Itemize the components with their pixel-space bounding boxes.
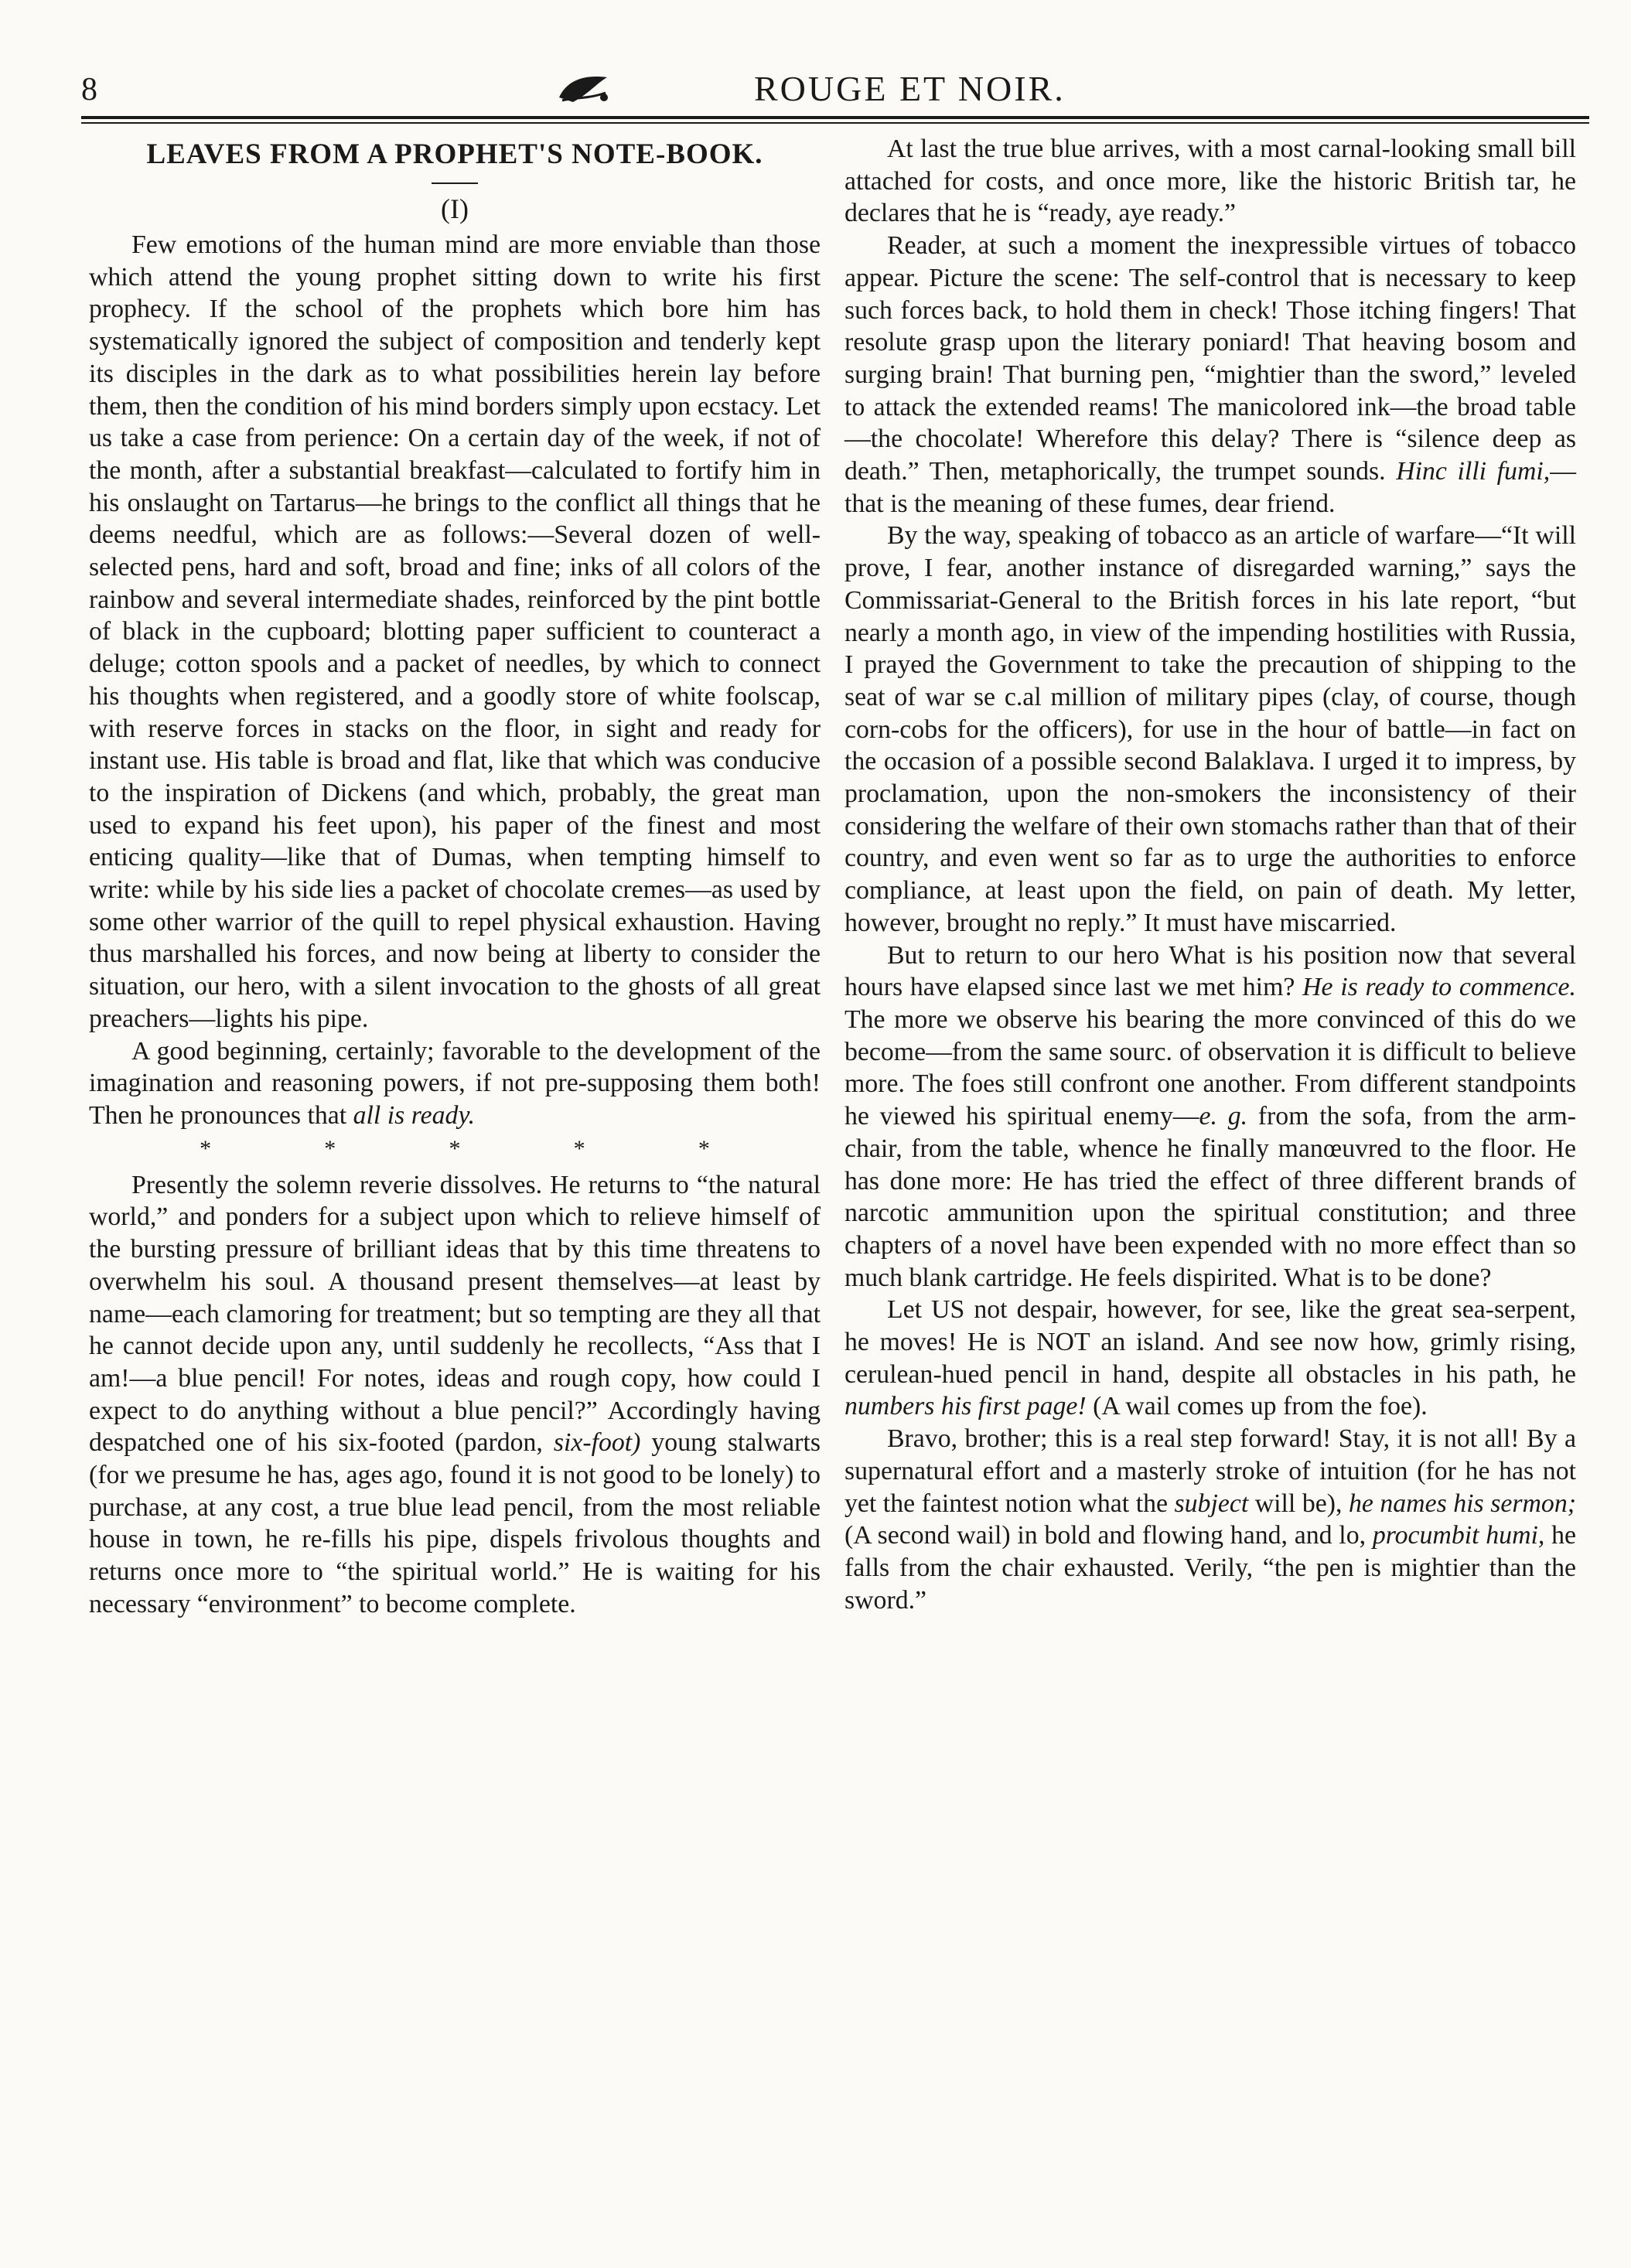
asterism: * (573, 1135, 585, 1161)
paragraph-text: —that is the meaning of these fumes, dear friend. (845, 457, 1576, 518)
smallcaps-word: US (931, 1295, 965, 1325)
section-break (89, 1132, 821, 1169)
page-number: 8 (81, 72, 97, 107)
paragraph-text: A good beginning, certainly; favorable to the development of the imagination and reasoning powers, if not pre-supposing them both! Then he pronounces that (89, 1036, 821, 1130)
paragraph-text: Presently the solemn reverie dissolves. He returns to “the natural world,” and ponders for a subject upon which to relieve himself of the bursting pressure of brilliant ideas that by this time threatens to overwhelm his soul. A thousand present themselves—at least by name—each clamoring for treatment; but so tempting are they all that he cannot decide upon any, until suddenly he recollects, “Ass that I am!—a blue pencil! For notes, ideas and rough copy, how could I expect to do anything without a blue pencil?” Accordingly having despatched one of his six-footed (pardon, (89, 1170, 821, 1458)
paragraph-text: But to return to our hero What is his position now that several hours have elapsed since last we met him? (845, 940, 1576, 1002)
paragraph (89, 1169, 821, 1621)
italic-phrase: Hinc illi fumi, (1396, 457, 1551, 486)
title-rule (432, 182, 478, 184)
paragraph-text: (A second wail) in bold and flowing hand, and lo, (845, 1521, 1367, 1550)
paragraph-text: from the sofa, from the arm-chair, from the table, whence he finally manœuvred to the floor. He has done more: He has tried the effect of three different brands of narcotic ammunition upon the spiritual constitution; and three chapters of a novel have been expended with no more effect than so much blank cartridge. He feels dispirited. What is to be done? (845, 1102, 1576, 1292)
paragraph (845, 1423, 1576, 1616)
paragraph-text: he falls from the chair exhausted. Verily, “the pen is mightier than the sword.” (845, 1521, 1577, 1615)
paragraph: At last the true blue arrives, with a most carnal-looking small bill attached for costs, and once more, like the historic British tar, he declares that he is “ready, aye ready.” (845, 135, 1576, 228)
paragraph-text: The more we observe his bearing the more convinced of this do we become—from the same sourc. of observation it is difficult to believe more. The foes still confront one another. From different standpoints he viewed his spiritual enemy— (845, 1004, 1576, 1131)
italic-phrase: subject (1174, 1489, 1249, 1518)
asterism: * (449, 1135, 461, 1161)
left-column (89, 133, 821, 1621)
header-rule-thick (81, 116, 1589, 119)
paragraph-text: young stalwarts (for we presume he has, ages ago, found it is not good to be lonely) to purchase, at any cost, a true blue lead pencil, from the most reliable house in town, he re-fills his pipe, dispels frivolous thoughts and returns once more to “the spiritual world.” He is waiting for his necessary “environment” to become complete. (89, 1428, 821, 1618)
running-title: ROUGE ET NOIR. (754, 69, 1066, 108)
paragraph-text: an island. And see now how, grimly rising, cerulean-hued pencil in hand, despite all obstacles in his path, he (845, 1328, 1576, 1389)
asterism: * (324, 1135, 336, 1161)
paragraph (845, 1294, 1576, 1423)
right-column (845, 133, 1576, 1616)
italic-phrase: e. g. (1199, 1102, 1248, 1131)
paragraph: By the way, speaking of tobacco as an article of warfare—“It will prove, I fear, another instance of disregarded warning,” says the Commissariat-General to the British forces in his late report, “but nearly a month ago, in view of the impending hostilities with Russia, I prayed the Government to take the precaution of shipping to the seat of war se c.al million of military pipes (clay, of course, though corn-cobs for the officers), for use in the hour of battle—in fact on the occasion of a possible second Balaklava. I urged it to impress, by proclamation, upon the non-smokers the inconsistency of their considering the welfare of their own stomachs rather than that of their country, and even went so far as to urge the authorities to enforce compliance, at least upon the field, on pain of death. My letter, however, brought no reply.” It must have miscarried. (845, 521, 1576, 937)
page-header (81, 62, 1589, 124)
italic-phrase: all is ready. (353, 1100, 476, 1130)
smallcaps-word: NOT (1036, 1328, 1090, 1357)
asterism: * (698, 1135, 710, 1161)
paragraph-text: Let (887, 1295, 923, 1325)
asterism: * (200, 1135, 212, 1161)
italic-phrase: he names his sermon; (1348, 1489, 1576, 1518)
italic-phrase: numbers his first page! (845, 1392, 1087, 1421)
italic-phrase: six-foot) (553, 1428, 641, 1458)
laurel-ornament-icon (553, 67, 615, 113)
paragraph-text: will be), (1254, 1489, 1343, 1518)
paragraph: Few emotions of the human mind are more enviable than those which attend the young prophet sitting down to write his first prophecy. If the school of the prophets which bore him has systematically ignored the subject of composition and tenderly kept its disciples in the dark as to what possibilities herein lay before them, then the condition of his mind borders simply upon ecstacy. Let us take a case from perience: On a certain day of the week, if not of the month, after a substantial breakfast—calculated to fortify him in his onslaught on Tartarus—he brings to the conflict all things that he deems needful, which are as follows:—Several dozen of well-selected pens, hard and soft, broad and fine; inks of all colors of the rainbow and several intermediate shades, reinforced by the pint bottle of black in the cupboard; blotting paper sufficient to counteract a deluge; cotton spools and a packet of needles, by which to connect his thoughts when registered, and a goodly store of white foolscap, with reserve forces in stacks on the floor, in sight and ready for instant use. His table is broad and flat, like that which was conducive to the inspiration of Dickens (and which, probably, the great man used to expand his feet upon), his paper of the finest and most enticing quality—like that of Dumas, when tempting himself to write: while by his side lies a packet of chocolate cremes—as used by some other warrior of the quill to repel physical exhaustion. Having thus marshalled his forces, and now being at liberty to consider the situation, our hero, with a silent invocation to the ghosts of all great preachers—lights his pipe. (89, 230, 821, 1033)
paragraph (89, 1035, 821, 1132)
paragraph-text: Reader, at such a moment the inexpressible virtues of tobacco appear. Picture the scene: The self-control that is necessary to keep such forces back, to hold them in check! Those itching fingers! That resolute grasp upon the literary poniard! That heaving bosom and surging brain! That burning pen, “mightier than the sword,” leveled to attack the extended reams! The manicolored ink—the broad table—the chocolate! Wherefore this delay? There is “silence deep as death.” Then, metaphorically, the trumpet sounds. (845, 231, 1576, 486)
paragraph-text: not despair, however, for see, like the great sea-serpent, he moves! He is (845, 1295, 1576, 1357)
italic-phrase: He is ready to commence. (1302, 973, 1576, 1002)
paragraph-text: Bravo, brother; this is a real step forward! Stay, it is not all! By a supernatural effort and a masterly stroke of intuition (for he has not yet the faintest notion what the (845, 1424, 1576, 1518)
paragraph-text: (A wail comes up from the foe). (1093, 1392, 1428, 1421)
italic-phrase: procumbit humi, (1372, 1521, 1545, 1550)
paragraph (845, 230, 1576, 520)
header-rule-thin (81, 122, 1589, 124)
paragraph (845, 940, 1576, 1294)
part-number: (I) (441, 193, 469, 224)
article-title: LEAVES FROM A PROPHET'S NOTE-BOOK. (146, 138, 763, 170)
